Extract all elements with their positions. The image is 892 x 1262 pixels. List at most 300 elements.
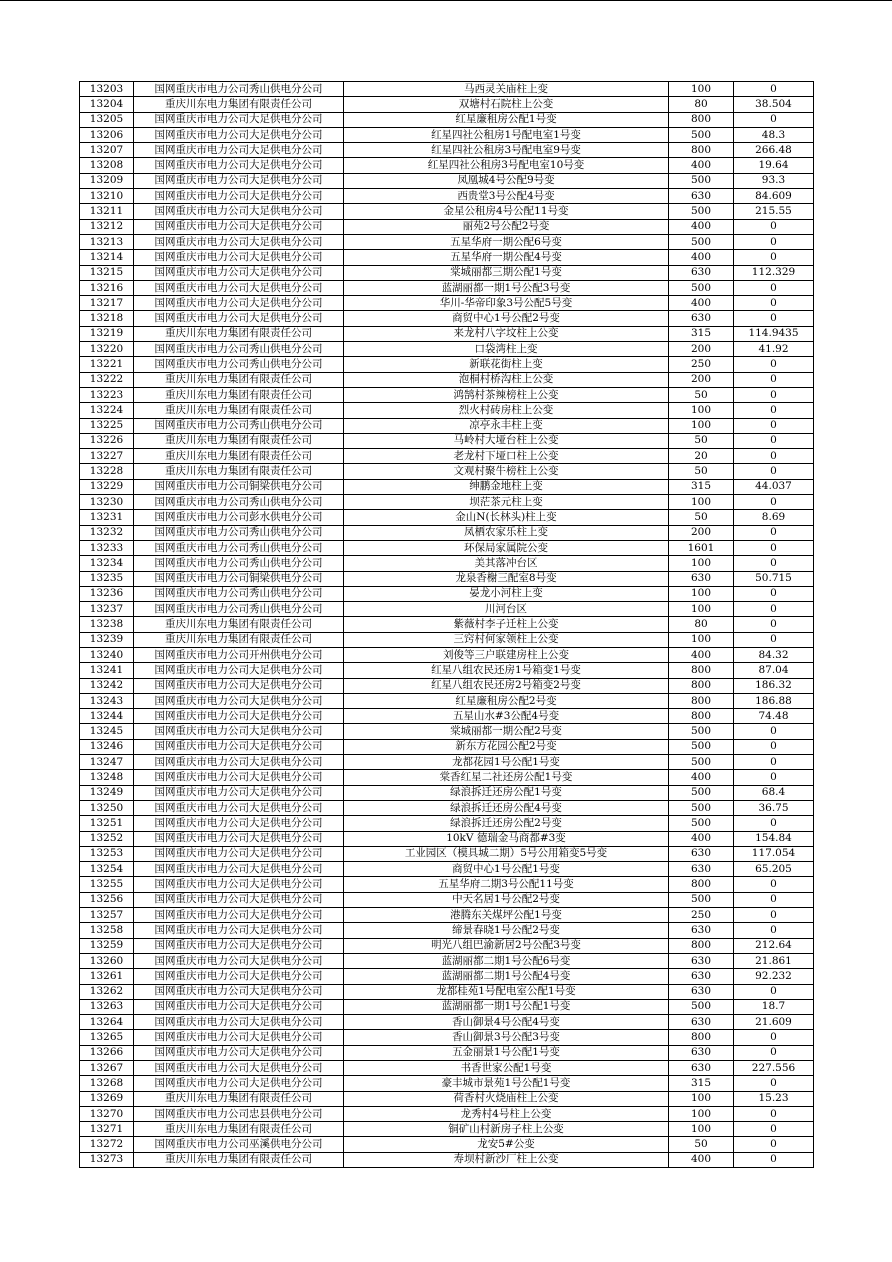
value-cell: 0: [734, 403, 814, 418]
company-cell: 国网重庆市电力公司大足供电分公司: [134, 1030, 344, 1045]
capacity-cell: 630: [669, 265, 734, 280]
table-row: [80, 311, 814, 326]
capacity-cell: 500: [669, 234, 734, 249]
capacity-cell: 1601: [669, 540, 734, 555]
company-cell: 国网重庆市电力公司铜梁供电分公司: [134, 479, 344, 494]
value-cell: 0: [734, 1045, 814, 1060]
company-cell: 重庆川东电力集团有限责任公司: [134, 449, 344, 464]
capacity-cell: 100: [669, 1091, 734, 1106]
company-cell: 重庆川东电力集团有限责任公司: [134, 403, 344, 418]
company-cell: 国网重庆市电力公司秀山供电分公司: [134, 495, 344, 510]
company-cell: 国网重庆市电力公司大足供电分公司: [134, 908, 344, 923]
company-cell: 国网重庆市电力公司大足供电分公司: [134, 938, 344, 953]
company-cell: 国网重庆市电力公司秀山供电分公司: [134, 82, 344, 97]
transformer-name-cell: 红星四社公租房3号配电室10号变: [344, 158, 669, 173]
table-row: [80, 953, 814, 968]
value-cell: 92.232: [734, 969, 814, 984]
transformer-name-cell: 工业园区（模具城二期）5号公用箱变5号变: [344, 846, 669, 861]
capacity-cell: 800: [669, 1030, 734, 1045]
transformer-name-cell: 中天名居1号公配2号变: [344, 892, 669, 907]
transformer-name-cell: 铜矿山村新房子柱上公变: [344, 1122, 669, 1137]
table-row: [80, 1106, 814, 1121]
transformer-name-cell: 五星山水#3公配4号变: [344, 709, 669, 724]
capacity-cell: 500: [669, 816, 734, 831]
row-id-cell: 13239: [80, 632, 134, 647]
value-cell: 0: [734, 632, 814, 647]
row-id-cell: 13214: [80, 250, 134, 265]
capacity-cell: 500: [669, 280, 734, 295]
row-id-cell: 13240: [80, 647, 134, 662]
value-cell: 114.9435: [734, 326, 814, 341]
value-cell: 0: [734, 280, 814, 295]
company-cell: 重庆川东电力集团有限责任公司: [134, 326, 344, 341]
row-id-cell: 13217: [80, 296, 134, 311]
value-cell: 0: [734, 372, 814, 387]
transformer-name-cell: 三窍村何家领柱上公变: [344, 632, 669, 647]
row-id-cell: 13207: [80, 143, 134, 158]
value-cell: 0: [734, 1152, 814, 1167]
company-cell: 国网重庆市电力公司大足供电分公司: [134, 296, 344, 311]
value-cell: 0: [734, 1122, 814, 1137]
row-id-cell: 13211: [80, 204, 134, 219]
value-cell: 65.205: [734, 862, 814, 877]
value-cell: 0: [734, 1076, 814, 1091]
transformer-name-cell: 新联花街柱上变: [344, 357, 669, 372]
transformer-name-cell: 龙都花园1号公配1号变: [344, 755, 669, 770]
row-id-cell: 13269: [80, 1091, 134, 1106]
transformer-name-cell: 绿浪拆迁还房公配1号变: [344, 785, 669, 800]
value-cell: 93.3: [734, 173, 814, 188]
value-cell: 186.88: [734, 693, 814, 708]
capacity-cell: 500: [669, 724, 734, 739]
transformer-name-cell: 蓝湖丽都一期1号公配1号变: [344, 999, 669, 1014]
value-cell: 0: [734, 495, 814, 510]
row-id-cell: 13271: [80, 1122, 134, 1137]
table-row: [80, 1045, 814, 1060]
row-id-cell: 13242: [80, 678, 134, 693]
value-cell: 0: [734, 984, 814, 999]
capacity-cell: 500: [669, 204, 734, 219]
row-id-cell: 13260: [80, 953, 134, 968]
transformer-name-cell: 龙秀村4号柱上公变: [344, 1106, 669, 1121]
capacity-cell: 800: [669, 877, 734, 892]
table-row: [80, 449, 814, 464]
row-id-cell: 13258: [80, 923, 134, 938]
value-cell: 0: [734, 755, 814, 770]
row-id-cell: 13222: [80, 372, 134, 387]
table-row: [80, 693, 814, 708]
value-cell: 0: [734, 525, 814, 540]
value-cell: 0: [734, 1030, 814, 1045]
row-id-cell: 13221: [80, 357, 134, 372]
table-row: [80, 418, 814, 433]
table-row: [80, 479, 814, 494]
table-row: [80, 800, 814, 815]
value-cell: 0: [734, 556, 814, 571]
company-cell: 重庆川东电力集团有限责任公司: [134, 1152, 344, 1167]
table-row: [80, 785, 814, 800]
row-id-cell: 13212: [80, 219, 134, 234]
row-id-cell: 13236: [80, 586, 134, 601]
row-id-cell: 13228: [80, 464, 134, 479]
transformer-name-cell: 棠城丽都三期公配1号变: [344, 265, 669, 280]
table-row: [80, 97, 814, 112]
transformer-name-cell: 凤栖农家乐柱上变: [344, 525, 669, 540]
transformer-name-cell: 龙都桂苑1号配电室公配1号变: [344, 984, 669, 999]
value-cell: 0: [734, 724, 814, 739]
value-cell: 0: [734, 617, 814, 632]
value-cell: 0: [734, 387, 814, 402]
transformer-name-cell: 寿坝村新沙厂柱上公变: [344, 1152, 669, 1167]
row-id-cell: 13229: [80, 479, 134, 494]
value-cell: 0: [734, 296, 814, 311]
company-cell: 国网重庆市电力公司大足供电分公司: [134, 800, 344, 815]
table-row: [80, 1030, 814, 1045]
row-id-cell: 13250: [80, 800, 134, 815]
row-id-cell: 13267: [80, 1061, 134, 1076]
transformer-name-cell: 龙安5#公变: [344, 1137, 669, 1152]
company-cell: 国网重庆市电力公司秀山供电分公司: [134, 540, 344, 555]
table-row: [80, 219, 814, 234]
row-id-cell: 13215: [80, 265, 134, 280]
value-cell: 8.69: [734, 510, 814, 525]
capacity-cell: 630: [669, 1015, 734, 1030]
capacity-cell: 800: [669, 709, 734, 724]
transformer-name-cell: 刘俊等三户联建房柱上公变: [344, 647, 669, 662]
transformer-name-cell: 红星八组农民还房1号箱变1号变: [344, 663, 669, 678]
company-cell: 国网重庆市电力公司大足供电分公司: [134, 1076, 344, 1091]
row-id-cell: 13237: [80, 602, 134, 617]
transformer-name-cell: 口袋湾柱上变: [344, 342, 669, 357]
table-row: [80, 127, 814, 142]
capacity-cell: 630: [669, 571, 734, 586]
transformer-name-cell: 绿浪拆迁还房公配4号变: [344, 800, 669, 815]
table-row: [80, 1015, 814, 1030]
company-cell: 国网重庆市电力公司忠县供电分公司: [134, 1106, 344, 1121]
value-cell: 84.609: [734, 189, 814, 204]
company-cell: 国网重庆市电力公司彭水供电分公司: [134, 510, 344, 525]
table-row: [80, 464, 814, 479]
table-row: [80, 234, 814, 249]
value-cell: 0: [734, 250, 814, 265]
capacity-cell: 200: [669, 525, 734, 540]
table-row: [80, 1091, 814, 1106]
row-id-cell: 13266: [80, 1045, 134, 1060]
capacity-cell: 100: [669, 82, 734, 97]
row-id-cell: 13256: [80, 892, 134, 907]
row-id-cell: 13203: [80, 82, 134, 97]
row-id-cell: 13270: [80, 1106, 134, 1121]
transformer-name-cell: 环保局家属院公变: [344, 540, 669, 555]
row-id-cell: 13253: [80, 846, 134, 861]
table-row: [80, 204, 814, 219]
company-cell: 国网重庆市电力公司大足供电分公司: [134, 770, 344, 785]
transformer-name-cell: 明光八组巴渝新居2号公配3号变: [344, 938, 669, 953]
transformer-name-cell: 马西灵关庙柱上变: [344, 82, 669, 97]
company-cell: 国网重庆市电力公司大足供电分公司: [134, 755, 344, 770]
value-cell: 0: [734, 311, 814, 326]
capacity-cell: 800: [669, 663, 734, 678]
company-cell: 重庆川东电力集团有限责任公司: [134, 1091, 344, 1106]
transformer-name-cell: 蓝湖丽都二期1号公配6号变: [344, 953, 669, 968]
capacity-cell: 630: [669, 969, 734, 984]
table-row: [80, 250, 814, 265]
table-row: [80, 189, 814, 204]
value-cell: 84.32: [734, 647, 814, 662]
transformer-name-cell: 西贵堂3号公配4号变: [344, 189, 669, 204]
table-row: [80, 296, 814, 311]
company-cell: 国网重庆市电力公司大足供电分公司: [134, 234, 344, 249]
table-row: [80, 969, 814, 984]
value-cell: 0: [734, 1106, 814, 1121]
value-cell: 212.64: [734, 938, 814, 953]
value-cell: 15.23: [734, 1091, 814, 1106]
table-row: [80, 862, 814, 877]
row-id-cell: 13263: [80, 999, 134, 1014]
table-row: [80, 372, 814, 387]
capacity-cell: 800: [669, 112, 734, 127]
company-cell: 国网重庆市电力公司大足供电分公司: [134, 999, 344, 1014]
company-cell: 国网重庆市电力公司大足供电分公司: [134, 739, 344, 754]
row-id-cell: 13245: [80, 724, 134, 739]
company-cell: 国网重庆市电力公司秀山供电分公司: [134, 586, 344, 601]
table-row: [80, 816, 814, 831]
value-cell: 19.64: [734, 158, 814, 173]
capacity-cell: 630: [669, 846, 734, 861]
transformer-name-cell: 港腾东关煤坪公配1号变: [344, 908, 669, 923]
transformer-name-cell: 缔景春晓1号公配2号变: [344, 923, 669, 938]
company-cell: 国网重庆市电力公司大足供电分公司: [134, 877, 344, 892]
transformer-name-cell: 华川-华帝印象3号公配5号变: [344, 296, 669, 311]
transformer-name-cell: 红星廉租房公配2号变: [344, 693, 669, 708]
capacity-cell: 500: [669, 785, 734, 800]
table-row: [80, 586, 814, 601]
transformer-name-cell: 红星四社公租房1号配电室1号变: [344, 127, 669, 142]
transformer-name-cell: 龙泉香榭三配室8号变: [344, 571, 669, 586]
row-id-cell: 13235: [80, 571, 134, 586]
row-id-cell: 13254: [80, 862, 134, 877]
row-id-cell: 13246: [80, 739, 134, 754]
row-id-cell: 13261: [80, 969, 134, 984]
table-row: [80, 908, 814, 923]
transformer-name-cell: 紫薇村李子迁柱上公变: [344, 617, 669, 632]
table-row: [80, 387, 814, 402]
transformer-name-cell: 凉亭永丰柱上变: [344, 418, 669, 433]
table-row: [80, 495, 814, 510]
company-cell: 重庆川东电力集团有限责任公司: [134, 387, 344, 402]
company-cell: 国网重庆市电力公司大足供电分公司: [134, 219, 344, 234]
company-cell: 国网重庆市电力公司大足供电分公司: [134, 663, 344, 678]
table-row: [80, 403, 814, 418]
capacity-cell: 400: [669, 1152, 734, 1167]
transformer-name-cell: 棠香红星二社还房公配1号变: [344, 770, 669, 785]
company-cell: 国网重庆市电力公司巫溪供电分公司: [134, 1137, 344, 1152]
company-cell: 国网重庆市电力公司大足供电分公司: [134, 311, 344, 326]
transformer-name-cell: 凤凰城4号公配9号变: [344, 173, 669, 188]
value-cell: 0: [734, 449, 814, 464]
capacity-cell: 630: [669, 953, 734, 968]
value-cell: 18.7: [734, 999, 814, 1014]
table-row: [80, 846, 814, 861]
company-cell: 国网重庆市电力公司大足供电分公司: [134, 969, 344, 984]
row-id-cell: 13210: [80, 189, 134, 204]
value-cell: 41.92: [734, 342, 814, 357]
row-id-cell: 13205: [80, 112, 134, 127]
row-id-cell: 13218: [80, 311, 134, 326]
company-cell: 国网重庆市电力公司大足供电分公司: [134, 173, 344, 188]
value-cell: 0: [734, 234, 814, 249]
company-cell: 国网重庆市电力公司大足供电分公司: [134, 892, 344, 907]
table-row: [80, 357, 814, 372]
transformer-name-cell: 香山御景3号公配3号变: [344, 1030, 669, 1045]
transformer-name-cell: 双塘村石院柱上公变: [344, 97, 669, 112]
transformer-name-cell: 鸿鹄村茶辣榜柱上公变: [344, 387, 669, 402]
capacity-cell: 630: [669, 862, 734, 877]
transformer-name-cell: 荷香村火烧庙柱上公变: [344, 1091, 669, 1106]
capacity-cell: 630: [669, 1045, 734, 1060]
row-id-cell: 13273: [80, 1152, 134, 1167]
row-id-cell: 13247: [80, 755, 134, 770]
value-cell: 0: [734, 464, 814, 479]
company-cell: 国网重庆市电力公司秀山供电分公司: [134, 357, 344, 372]
table-row: [80, 510, 814, 525]
row-id-cell: 13227: [80, 449, 134, 464]
transformer-name-cell: 五星华府一期公配6号变: [344, 234, 669, 249]
transformer-name-cell: 蓝湖丽都一期1号公配3号变: [344, 280, 669, 295]
value-cell: 0: [734, 923, 814, 938]
table-row: [80, 1137, 814, 1152]
transformer-name-cell: 五金丽景1号公配1号变: [344, 1045, 669, 1060]
row-id-cell: 13231: [80, 510, 134, 525]
company-cell: 国网重庆市电力公司大足供电分公司: [134, 143, 344, 158]
row-id-cell: 13251: [80, 816, 134, 831]
company-cell: 重庆川东电力集团有限责任公司: [134, 372, 344, 387]
transformer-name-cell: 书香世家公配1号变: [344, 1061, 669, 1076]
capacity-cell: 315: [669, 326, 734, 341]
company-cell: 国网重庆市电力公司铜梁供电分公司: [134, 571, 344, 586]
capacity-cell: 630: [669, 311, 734, 326]
table-row: [80, 984, 814, 999]
capacity-cell: 100: [669, 403, 734, 418]
table-row: [80, 112, 814, 127]
row-id-cell: 13209: [80, 173, 134, 188]
company-cell: 重庆川东电力集团有限责任公司: [134, 1122, 344, 1137]
transformer-name-cell: 金星公租房4号公配11号变: [344, 204, 669, 219]
table-row: [80, 663, 814, 678]
value-cell: 68.4: [734, 785, 814, 800]
capacity-cell: 800: [669, 693, 734, 708]
value-cell: 0: [734, 112, 814, 127]
capacity-cell: 315: [669, 479, 734, 494]
capacity-cell: 500: [669, 739, 734, 754]
company-cell: 国网重庆市电力公司大足供电分公司: [134, 831, 344, 846]
row-id-cell: 13225: [80, 418, 134, 433]
capacity-cell: 630: [669, 1061, 734, 1076]
capacity-cell: 100: [669, 602, 734, 617]
table-row: [80, 280, 814, 295]
company-cell: 国网重庆市电力公司大足供电分公司: [134, 189, 344, 204]
transformer-name-cell: 新东方花园公配2号变: [344, 739, 669, 754]
value-cell: 48.3: [734, 127, 814, 142]
company-cell: 国网重庆市电力公司大足供电分公司: [134, 953, 344, 968]
value-cell: 87.04: [734, 663, 814, 678]
company-cell: 国网重庆市电力公司大足供电分公司: [134, 280, 344, 295]
value-cell: 112.329: [734, 265, 814, 280]
value-cell: 266.48: [734, 143, 814, 158]
company-cell: 国网重庆市电力公司秀山供电分公司: [134, 525, 344, 540]
capacity-cell: 500: [669, 127, 734, 142]
company-cell: 重庆川东电力集团有限责任公司: [134, 632, 344, 647]
value-cell: 0: [734, 433, 814, 448]
transformer-table: [79, 81, 814, 1168]
company-cell: 国网重庆市电力公司大足供电分公司: [134, 158, 344, 173]
transformer-name-cell: 金山N(长林头)柱上变: [344, 510, 669, 525]
capacity-cell: 400: [669, 647, 734, 662]
company-cell: 重庆川东电力集团有限责任公司: [134, 464, 344, 479]
capacity-cell: 400: [669, 158, 734, 173]
capacity-cell: 630: [669, 189, 734, 204]
capacity-cell: 800: [669, 678, 734, 693]
transformer-name-cell: 马岭村大垭台柱上公变: [344, 433, 669, 448]
row-id-cell: 13255: [80, 877, 134, 892]
row-id-cell: 13248: [80, 770, 134, 785]
table-row: [80, 709, 814, 724]
row-id-cell: 13213: [80, 234, 134, 249]
capacity-cell: 80: [669, 617, 734, 632]
capacity-cell: 250: [669, 357, 734, 372]
company-cell: 重庆川东电力集团有限责任公司: [134, 617, 344, 632]
company-cell: 国网重庆市电力公司大足供电分公司: [134, 678, 344, 693]
table-row: [80, 831, 814, 846]
capacity-cell: 50: [669, 464, 734, 479]
transformer-name-cell: 红星八组农民还房2号箱变2号变: [344, 678, 669, 693]
value-cell: 21.609: [734, 1015, 814, 1030]
table-row: [80, 540, 814, 555]
transformer-name-cell: 美其落冲台区: [344, 556, 669, 571]
company-cell: 国网重庆市电力公司大足供电分公司: [134, 862, 344, 877]
capacity-cell: 100: [669, 1106, 734, 1121]
company-cell: 国网重庆市电力公司大足供电分公司: [134, 923, 344, 938]
company-cell: 国网重庆市电力公司大足供电分公司: [134, 1045, 344, 1060]
capacity-cell: 800: [669, 938, 734, 953]
company-cell: 国网重庆市电力公司秀山供电分公司: [134, 602, 344, 617]
transformer-name-cell: 棠城丽都一期公配2号变: [344, 724, 669, 739]
capacity-cell: 250: [669, 908, 734, 923]
table-row: [80, 892, 814, 907]
table-row: [80, 158, 814, 173]
table-row: [80, 923, 814, 938]
value-cell: 50.715: [734, 571, 814, 586]
capacity-cell: 315: [669, 1076, 734, 1091]
row-id-cell: 13262: [80, 984, 134, 999]
table-row: [80, 632, 814, 647]
value-cell: 0: [734, 82, 814, 97]
row-id-cell: 13233: [80, 540, 134, 555]
value-cell: 0: [734, 357, 814, 372]
table-row: [80, 1152, 814, 1167]
table-row: [80, 265, 814, 280]
value-cell: 38.504: [734, 97, 814, 112]
transformer-name-cell: 蓝湖丽都二期1号公配4号变: [344, 969, 669, 984]
row-id-cell: 13249: [80, 785, 134, 800]
company-cell: 国网重庆市电力公司秀山供电分公司: [134, 418, 344, 433]
value-cell: 74.48: [734, 709, 814, 724]
transformer-name-cell: 文观村聚牛榜柱上公变: [344, 464, 669, 479]
row-id-cell: 13268: [80, 1076, 134, 1091]
capacity-cell: 200: [669, 372, 734, 387]
company-cell: 国网重庆市电力公司大足供电分公司: [134, 250, 344, 265]
row-id-cell: 13223: [80, 387, 134, 402]
